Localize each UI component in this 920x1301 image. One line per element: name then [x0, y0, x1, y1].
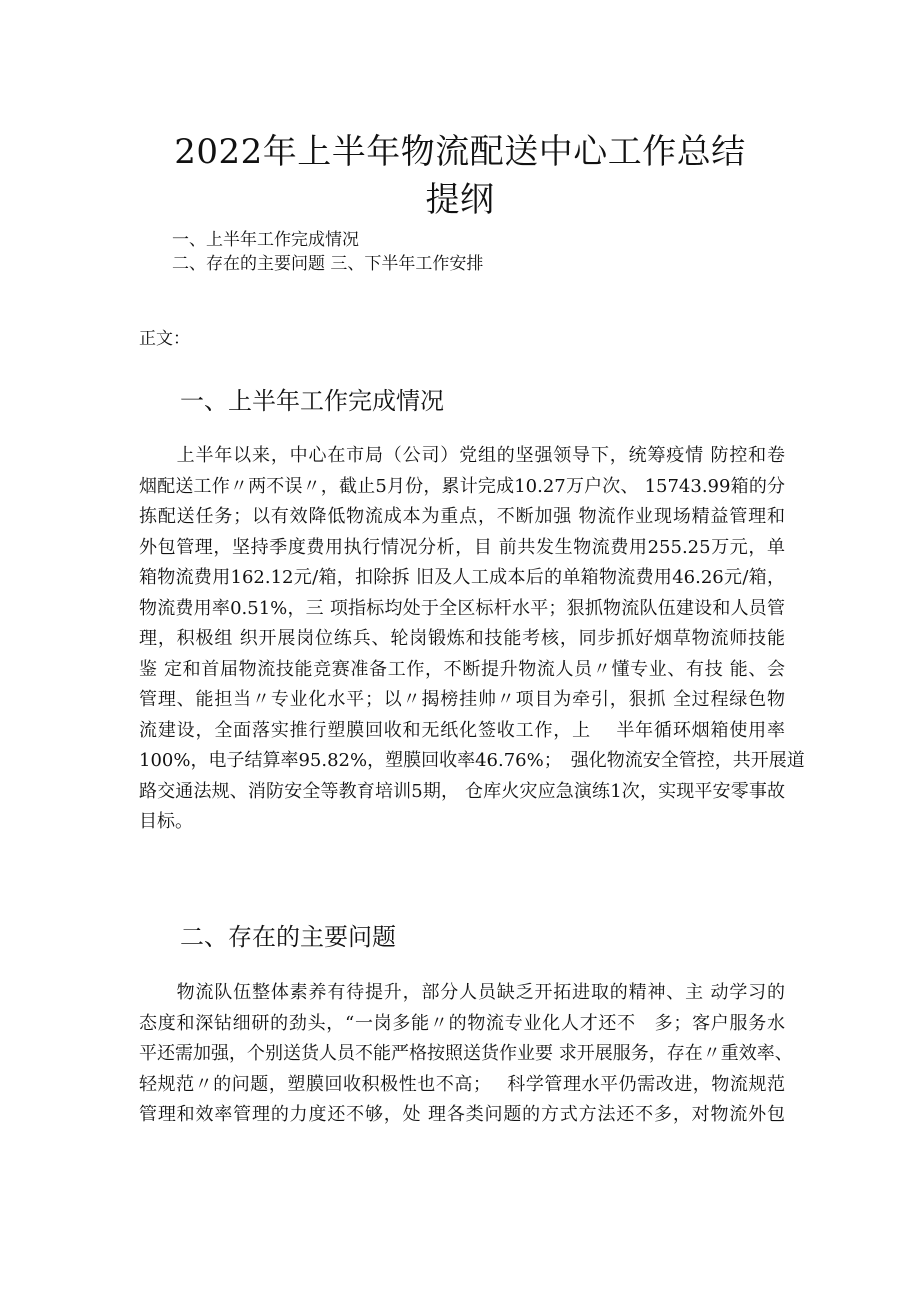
paragraph-line: 态度和深钻细研的劲头，“一岗多能〃的物流专业化人才还不 多；客户服务水 [139, 1012, 785, 1034]
paragraph-line: 管理、能担当〃专业化水平；以〃揭榜挂帅〃项目为牵引，狠抓 全过程绿色物 [139, 689, 785, 710]
paragraph-line: 目标。 [139, 811, 193, 832]
paragraph-line: 平还需加强，个别送货人员不能严格按照送货作业要 求开展服务，存在〃重效率、 [139, 1043, 793, 1064]
paragraph-line: 流建设，全面落实推行塑膜回收和无纸化签收工作，上 半年循环烟箱使用率 [139, 719, 785, 741]
paragraph-line: 鉴 定和首届物流技能竞赛准备工作，不断提升物流人员〃懂专业、有技 能、会 [139, 658, 785, 680]
section-paragraph [139, 441, 805, 838]
paragraph-line: 轻规范〃的问题，塑膜回收积极性也不高； 科学管理水平仍需改进，物流规范 [139, 1073, 785, 1095]
paragraph-line: 烟配送工作〃两不误〃，截止5月份，累计完成10.27万户次、 15743.99箱的分 [139, 475, 785, 497]
outline-item: 二、存在的主要问题 三、下半年工作安排 [172, 254, 484, 274]
paragraph-line: 理，积极组 织开展岗位练兵、轮岗锻炼和技能考核，同步抓好烟草物流师技能 [139, 628, 785, 649]
paragraph-line: 管理和效率管理的力度还不够，处 理各类问题的方式方法还不多，对物流外包 [139, 1104, 785, 1125]
document-title-line-2: 提纲 [425, 180, 495, 220]
body-label: 正文： [139, 329, 190, 349]
section-heading: 一、上半年工作完成情况 [180, 387, 444, 415]
paragraph-line: 路交通法规、消防安全等教育培训5期， 仓库火灾应急演练1次，实现平安零事故 [139, 780, 785, 802]
section-heading: 二、存在的主要问题 [180, 923, 396, 951]
paragraph-line: 外包管理，坚持季度费用执行情况分析，目 前共发生物流费用255.25万元，单 [139, 536, 785, 558]
document-title: 2022年上半年物流配送中心工作总结 [174, 132, 746, 172]
paragraph-line: 上半年以来，中心在市局（公司）党组的坚强领导下，统筹疫情 防控和卷 [139, 445, 785, 466]
paragraph-line: 100%，电子结算率95.82%，塑膜回收率46.76%； 强化物流安全管控，共开展道 [139, 750, 805, 771]
paragraph-line: 拣配送任务；以有效降低物流成本为重点，不断加强 物流作业现场精益管理和 [139, 506, 785, 527]
paragraph-line: 箱物流费用162.12元/箱，扣除拆 旧及人工成本后的单箱物流费用46.26元/箱， [139, 567, 785, 588]
section-paragraph [139, 978, 793, 1131]
paragraph-line: 物流队伍整体素养有待提升，部分人员缺乏开拓进取的精神、主 动学习的 [139, 982, 785, 1003]
outline-item: 一、上半年工作完成情况 [172, 230, 359, 250]
paragraph-line: 物流费用率0.51%，三 项指标均处于全区标杆水平；狠抓物流队伍建设和人员管 [139, 597, 785, 619]
